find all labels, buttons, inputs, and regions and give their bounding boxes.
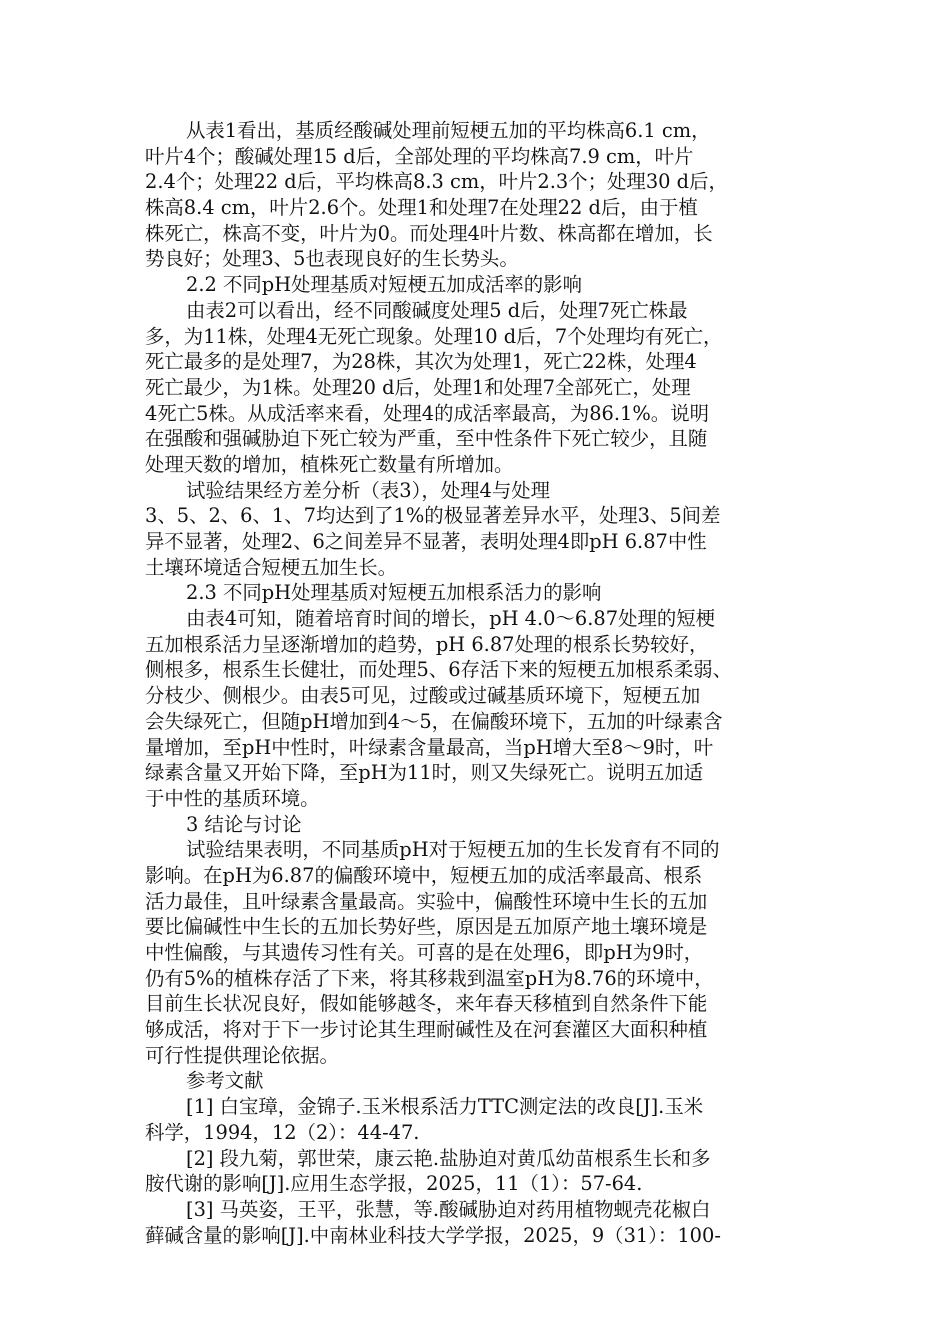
paragraph-line: 叶片4个；酸碱处理15 d后，全部处理的平均株高7.9 cm，叶片 [145, 144, 694, 168]
paragraph-line: 试验结果表明，不同基质pH对于短梗五加的生长发育有不同的 [186, 838, 720, 862]
section-heading: 3 结论与讨论 [186, 812, 302, 836]
paragraph-line: 侧根多，根系生长健壮，而处理5、6存活下来的短梗五加根系柔弱、 [145, 658, 733, 682]
paragraph-line: 由表4可知，随着培育时间的增长，pH 4.0～6.87处理的短梗 [186, 607, 716, 631]
paragraph-line: 4死亡5株。从成活率来看，处理4的成活率最高，为86.1%。说明 [145, 401, 709, 425]
paragraph-line: 可行性提供理论依据。 [145, 1043, 339, 1067]
paragraph-line: 株高8.4 cm，叶片2.6个。处理1和处理7在处理22 d后，由于植 [145, 196, 698, 220]
paragraph-line: 株死亡，株高不变，叶片为0。而处理4叶片数、株高都在增加，长 [145, 221, 713, 245]
paragraph-line: 土壤环境适合短梗五加生长。 [145, 555, 398, 579]
section-heading: 2.2 不同pH处理基质对短梗五加成活率的影响 [186, 273, 582, 297]
paragraph-line: 中性偏酸，与其遗传习性有关。可喜的是在处理6，即pH为9时， [145, 941, 704, 964]
paragraph-line: 于中性的基质环境。 [145, 786, 320, 810]
reference-line: 藓碱含量的影响[J].中南林业科技大学学报，2025，9（31）：100- [145, 1223, 721, 1247]
paragraph-line: 目前生长状况良好，假如能够越冬，来年春天移植到自然条件下能 [145, 992, 708, 1016]
paragraph-line: 要比偏碱性中生长的五加长势好些，原因是五加原产地土壤环境是 [145, 915, 708, 939]
paragraph-line: 异不显著，处理2、6之间差异不显著，表明处理4即pH 6.87中性 [145, 530, 707, 553]
document-body [145, 118, 810, 1248]
paragraph-line: 死亡最少，为1株。处理20 d后，处理1和处理7全部死亡，处理 [145, 375, 691, 399]
paragraph-line: 五加根系活力呈逐渐增加的趋势，pH 6.87处理的根系长势较好， [145, 632, 709, 656]
references-heading: 参考文献 [186, 1069, 264, 1093]
paragraph-line: 仍有5%的植株存活了下来，将其移栽到温室pH为8.76的环境中， [145, 966, 714, 990]
paragraph-line: 绿素含量又开始下降，至pH为11时，则又失绿死亡。说明五加适 [145, 761, 704, 785]
paragraph-line: 活力最佳，且叶绿素含量最高。实验中，偏酸性环境中生长的五加 [145, 889, 708, 913]
paragraph-line: 在强酸和强碱胁迫下死亡较为严重，至中性条件下死亡较少，且随 [145, 427, 708, 451]
paragraph-line: 分枝少、侧根少。由表5可见，过酸或过碱基质环境下，短梗五加 [145, 684, 701, 708]
paragraph-line: 3、5、2、6、1、7均达到了1%的极显著差异水平，处理3、5间差 [145, 504, 721, 528]
section-heading: 2.3 不同pH处理基质对短梗五加根系活力的影响 [186, 581, 602, 605]
paragraph-line: 够成活，将对于下一步讨论其生理耐碱性及在河套灌区大面积种植 [145, 1018, 708, 1042]
reference-line: 胺代谢的影响[J].应用生态学报，2025，11（1）：57-64. [145, 1172, 643, 1196]
paragraph-line: 势良好；处理3、5也表现良好的生长势头。 [145, 247, 519, 271]
paragraph-line: 会失绿死亡，但随pH增加到4～5，在偏酸环境下，五加的叶绿素含 [145, 709, 723, 733]
reference-line: [1] 白宝璋，金锦子.玉米根系活力TTC测定法的改良[J].玉米 [186, 1095, 704, 1119]
paragraph-line: 试验结果经方差分析（表3），处理4与处理 [186, 478, 551, 502]
paragraph-line: 量增加，至pH中性时，叶绿素含量最高，当pH增大至8～9时，叶 [145, 735, 714, 759]
paragraph-line: 多，为11株，处理4无死亡现象。处理10 d后，7个处理均有死亡， [145, 324, 723, 348]
reference-line: [3] 马英姿，王平，张慧，等.酸碱胁迫对药用植物蚬壳花椒白 [186, 1197, 711, 1221]
paragraph-line: 从表1看出，基质经酸碱处理前短梗五加的平均株高6.1 cm， [186, 119, 711, 142]
paragraph-line: 死亡最多的是处理7，为28株，其次为处理1，死亡22株，处理4 [145, 350, 697, 374]
paragraph-line: 影响。在pH为6.87的偏酸环境中，短梗五加的成活率最高、根系 [145, 863, 703, 887]
paragraph-line: 由表2可以看出，经不同酸碱度处理5 d后，处理7死亡株最 [186, 298, 688, 322]
paragraph-line: 处理天数的增加，植株死亡数量有所增加。 [145, 452, 514, 476]
paragraph-line: 2.4个；处理22 d后，平均株高8.3 cm，叶片2.3个；处理30 d后， [145, 170, 728, 194]
reference-line: [2] 段九菊，郭世荣，康云艳.盐胁迫对黄瓜幼苗根系生长和多 [186, 1146, 711, 1170]
reference-line: 科学，1994，12（2）：44-47. [145, 1120, 420, 1144]
